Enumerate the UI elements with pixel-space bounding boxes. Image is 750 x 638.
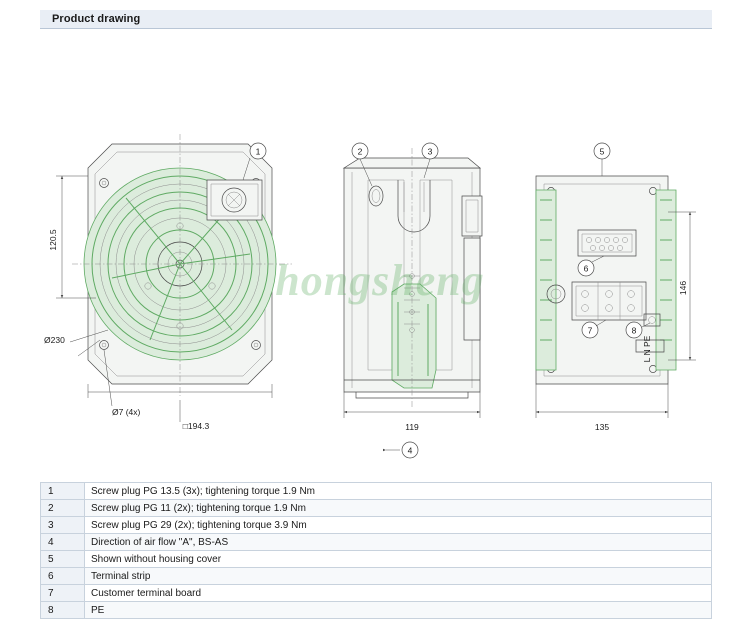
svg-text:8: 8: [631, 325, 637, 336]
section-header: [40, 10, 712, 29]
svg-text:7: 7: [587, 325, 593, 336]
legend-description: Screw plug PG 13.5 (3x); tightening torque 1.9 Nm: [85, 483, 712, 500]
legend-description: Terminal strip: [85, 568, 712, 585]
table-row: [41, 500, 712, 517]
svg-text:2: 2: [357, 146, 363, 157]
side-section-view: [344, 143, 482, 458]
table-row: [41, 534, 712, 551]
legend-description: Shown without housing cover: [85, 551, 712, 568]
legend-number: 4: [41, 534, 85, 551]
legend-table: [40, 482, 712, 619]
legend-number: 2: [41, 500, 85, 517]
legend-number: 3: [41, 517, 85, 534]
svg-text:6: 6: [583, 263, 589, 274]
legend-number: 8: [41, 602, 85, 619]
svg-text:120.5: 120.5: [48, 229, 58, 251]
svg-text:Ø7 (4x): Ø7 (4x): [112, 407, 141, 417]
legend-number: 1: [41, 483, 85, 500]
svg-text:3: 3: [427, 146, 433, 157]
svg-text:4: 4: [407, 445, 413, 456]
svg-text:119: 119: [405, 422, 419, 432]
legend-number: 6: [41, 568, 85, 585]
legend-description: Screw plug PG 11 (2x); tightening torque 1.9 Nm: [85, 500, 712, 517]
svg-text:5: 5: [599, 146, 605, 157]
table-row: [41, 568, 712, 585]
table-row: [41, 483, 712, 500]
svg-text:135: 135: [594, 422, 610, 432]
svg-text:L N PE: L N PE: [642, 335, 652, 363]
svg-text:□194.3: □194.3: [182, 421, 210, 431]
legend-number: 7: [41, 585, 85, 602]
legend-description: PE: [85, 602, 712, 619]
table-row: [41, 517, 712, 534]
legend-number: 5: [41, 551, 85, 568]
legend-description: Direction of air flow "A", BS-AS: [85, 534, 712, 551]
front-view: [44, 134, 292, 431]
svg-text:146: 146: [678, 280, 688, 296]
page-title: Product drawing: [52, 13, 141, 25]
technical-drawing: [0, 40, 750, 470]
table-row: [41, 551, 712, 568]
table-row: [41, 602, 712, 619]
legend-description: Screw plug PG 29 (2x); tightening torque 3.9 Nm: [85, 517, 712, 534]
svg-text:1: 1: [255, 146, 261, 157]
rear-terminal-view: [536, 143, 696, 432]
legend-description: Customer terminal board: [85, 585, 712, 602]
svg-text:Ø230: Ø230: [44, 335, 65, 345]
table-row: [41, 585, 712, 602]
watermark-text: hongsheng: [275, 256, 485, 305]
